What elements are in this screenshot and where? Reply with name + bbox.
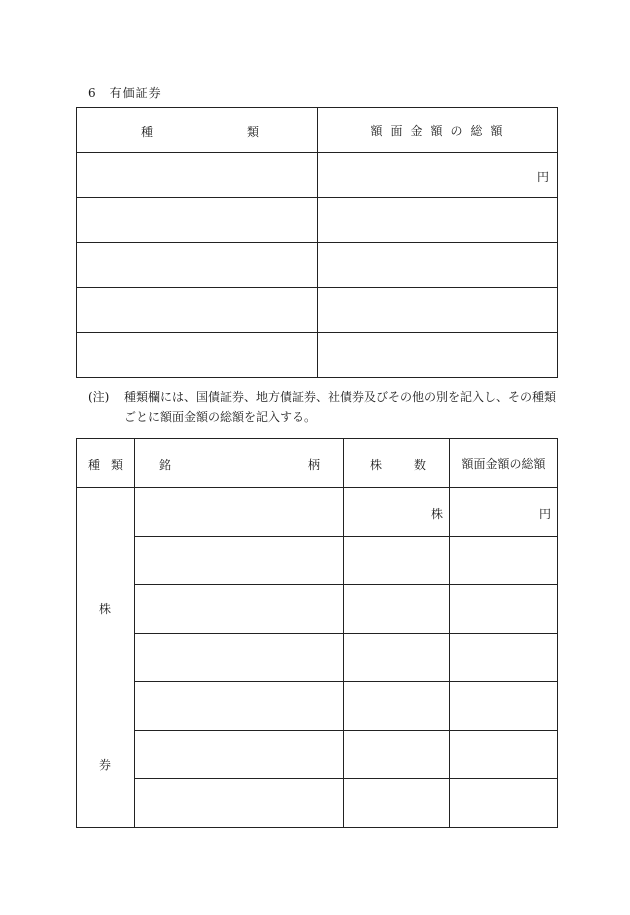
header-shares-char-1: 株 <box>370 458 383 472</box>
header-kind <box>77 108 318 153</box>
note-line-2: ごとに額面金額の総額を記入する。 <box>124 410 317 424</box>
face-value-cell[interactable] <box>450 536 558 585</box>
header-kind-char-1: 種 <box>141 125 154 139</box>
header-issue-char-1: 銘 <box>159 458 172 472</box>
header-face-value-total: 額面金額の総額 <box>318 108 558 153</box>
header-kind <box>77 439 135 488</box>
table-row <box>77 198 558 243</box>
face-value-cell[interactable] <box>450 730 558 779</box>
table-row <box>77 488 558 537</box>
table-header-row <box>77 108 558 153</box>
shares-cell[interactable] <box>344 682 450 731</box>
face-value-cell[interactable] <box>318 288 558 333</box>
note <box>88 387 558 427</box>
issue-cell[interactable] <box>135 585 344 634</box>
header-kind-char-2: 類 <box>247 125 260 139</box>
issue-cell[interactable] <box>135 682 344 731</box>
unit-yen: 円 <box>538 507 551 521</box>
header-shares <box>344 439 450 488</box>
shares-cell[interactable] <box>344 633 450 682</box>
face-value-cell[interactable] <box>450 488 558 537</box>
header-issue <box>135 439 344 488</box>
section-title: 6 有価証券 <box>88 86 162 100</box>
unit-shares: 株 <box>430 507 443 521</box>
table-row <box>77 633 558 682</box>
face-value-cell[interactable] <box>318 198 558 243</box>
kind-cell[interactable] <box>77 153 318 198</box>
issue-cell[interactable] <box>135 730 344 779</box>
table-row <box>77 333 558 378</box>
shares-cell[interactable] <box>344 730 450 779</box>
face-value-cell[interactable] <box>450 633 558 682</box>
kind-stock-cell <box>77 488 135 828</box>
face-value-cell[interactable] <box>318 333 558 378</box>
issue-cell[interactable] <box>135 633 344 682</box>
shares-cell[interactable] <box>344 488 450 537</box>
table-row <box>77 243 558 288</box>
stocks-table <box>76 438 558 828</box>
kind-cell[interactable] <box>77 243 318 288</box>
note-line-1: 種類欄には、国債証券、地方債証券、社債券及びその他の別を記入し、その種類 <box>124 390 557 404</box>
kind-stock-char-2: 券 <box>99 758 112 772</box>
table-row <box>77 779 558 828</box>
header-kind-char-2: 類 <box>111 458 124 472</box>
face-value-cell[interactable] <box>450 682 558 731</box>
kind-cell[interactable] <box>77 198 318 243</box>
table-header-row <box>77 439 558 488</box>
face-value-cell[interactable] <box>318 243 558 288</box>
kind-cell[interactable] <box>77 288 318 333</box>
header-shares-char-2: 数 <box>414 458 427 472</box>
table-row <box>77 153 558 198</box>
table-row <box>77 682 558 731</box>
kind-cell[interactable] <box>77 333 318 378</box>
face-value-cell[interactable] <box>450 585 558 634</box>
header-face-value-total: 額面金額の総額 <box>450 439 558 488</box>
face-value-cell[interactable] <box>318 153 558 198</box>
shares-cell[interactable] <box>344 536 450 585</box>
securities-table <box>76 107 558 378</box>
unit-yen: 円 <box>536 170 549 184</box>
table-row <box>77 536 558 585</box>
shares-cell[interactable] <box>344 585 450 634</box>
note-label: (注) <box>88 390 110 404</box>
face-value-cell[interactable] <box>450 779 558 828</box>
table-row <box>77 288 558 333</box>
table-row <box>77 585 558 634</box>
issue-cell[interactable] <box>135 488 344 537</box>
issue-cell[interactable] <box>135 779 344 828</box>
shares-cell[interactable] <box>344 779 450 828</box>
header-kind-char-1: 種 <box>88 458 101 472</box>
table-row <box>77 730 558 779</box>
header-issue-char-2: 柄 <box>308 458 321 472</box>
kind-stock-char-1: 株 <box>99 602 112 616</box>
issue-cell[interactable] <box>135 536 344 585</box>
